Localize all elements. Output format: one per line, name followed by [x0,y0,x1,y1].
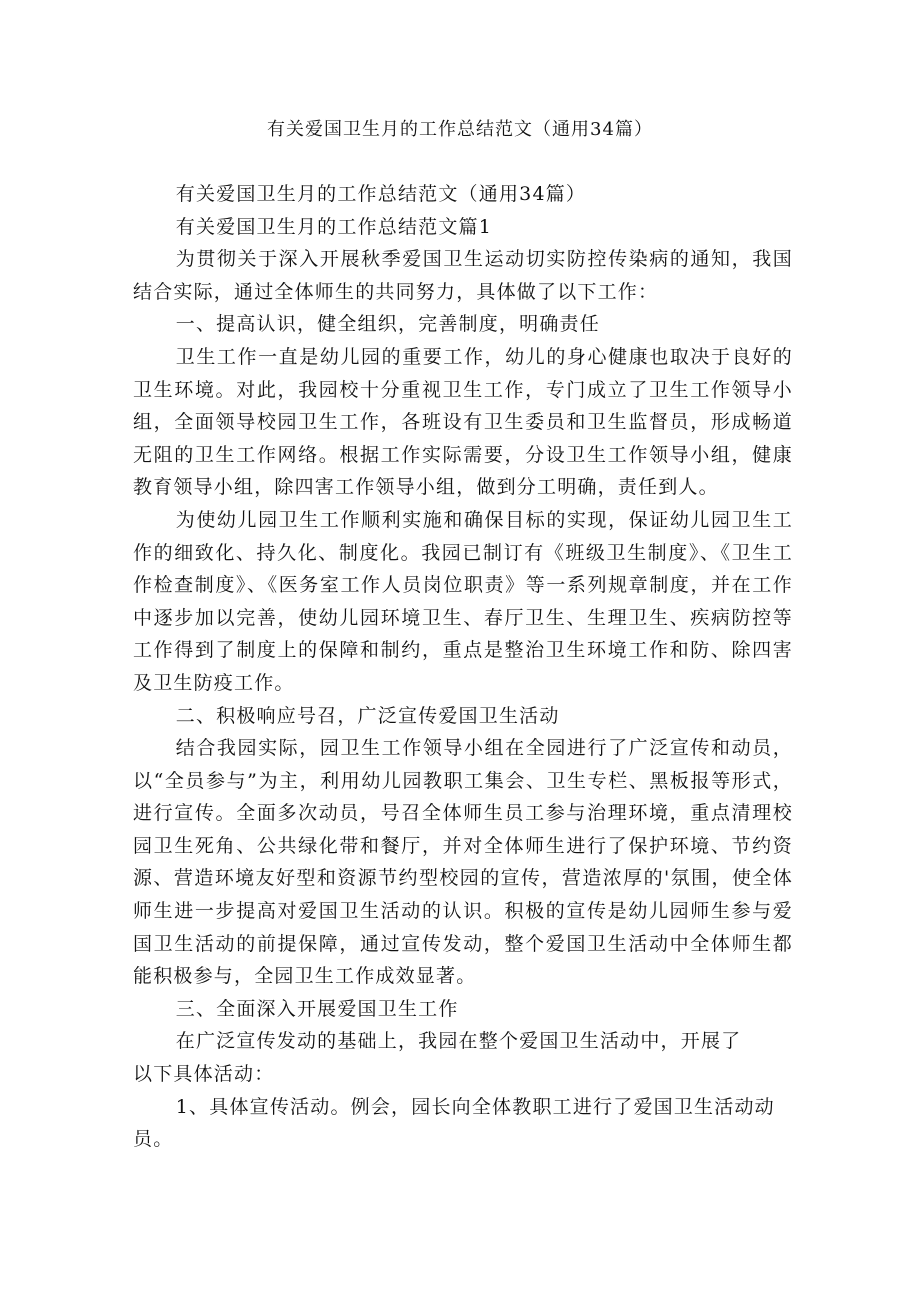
paragraph-publicity: 结合我园实际，园卫生工作领导小组在全园进行了广泛宣传和动员，以“全员参与”为主，利用幼儿园教职工集会、卫生专栏、黑板报等形式，进行宣传。全面多次动员，号召全体师生员工参与治理环境，重点清理校园卫生死角、公共绿化带和餐厅，并对全体师生进行了保护环境、节约资源、营造环境友好型和资源节约型校园的宣传，营造浓厚的'氛围，使全体师生进一步提高对爱国卫生活动的认识。积极的宣传是幼儿园师生参与爱国卫生活动的前提保障，通过宣传发动，整个爱国卫生活动中全体师生都能积极参与，全园卫生工作成效显著。 [133,737,793,988]
heading-part-1: 一、提高认识，健全组织，完善制度，明确责任 [175,313,600,336]
intro-paragraph: 为贯彻关于深入开展秋季爱国卫生运动切实防控传染病的通知，我国结合实际，通过全体师生的共同努力，具体做了以下工作： [133,248,793,303]
subtitle-heading: 有关爱国卫生月的工作总结范文（通用34篇） [175,183,587,205]
list-item-1: 1、具体宣传活动。例会，园长向全体教职工进行了爱国卫生活动动员。 [133,1095,775,1151]
document-body [133,178,793,1156]
paragraph-regulations: 为使幼儿园卫生工作顺利实施和确保目标的实现，保证幼儿园卫生工作的细致化、持久化、制度化。我园已制订有《班级卫生制度》、《卫生工作检查制度》、《医务室工作人员岗位职责》等一系列规章制度，并在工作中逐步加以完善，使幼儿园环境卫生、春厅卫生、生理卫生、疾病防控等工作得到了制度上的保障和制约，重点是整治卫生环境工作和防、除四害及卫生防疫工作。 [133,508,793,694]
paragraph-activities-line-1: 在广泛宣传发动的基础上，我园在整个爱国卫生活动中，开展了 [175,1030,742,1053]
document-title: 有关爱国卫生月的工作总结范文（通用34篇） [267,119,653,140]
heading-part-2: 二、积极响应号召，广泛宣传爱国卫生活动 [175,704,560,727]
heading-part-3: 三、全面深入开展爱国卫生工作 [175,997,459,1020]
paragraph-organization: 卫生工作一直是幼儿园的重要工作，幼儿的身心健康也取决于良好的卫生环境。对此，我园校十分重视卫生工作，专门成立了卫生工作领导小组，全面领导校园卫生工作，各班设有卫生委员和卫生监督员，形成畅道无阻的卫生工作网络。根据工作实际需要，分设卫生工作领导小组，健康教育领导小组，除四害工作领导小组，做到分工明确，责任到人。 [133,345,793,499]
section-heading-article-1: 有关爱国卫生月的工作总结范文篇1 [175,215,493,238]
paragraph-activities-line-2: 以下具体活动： [133,1063,275,1086]
